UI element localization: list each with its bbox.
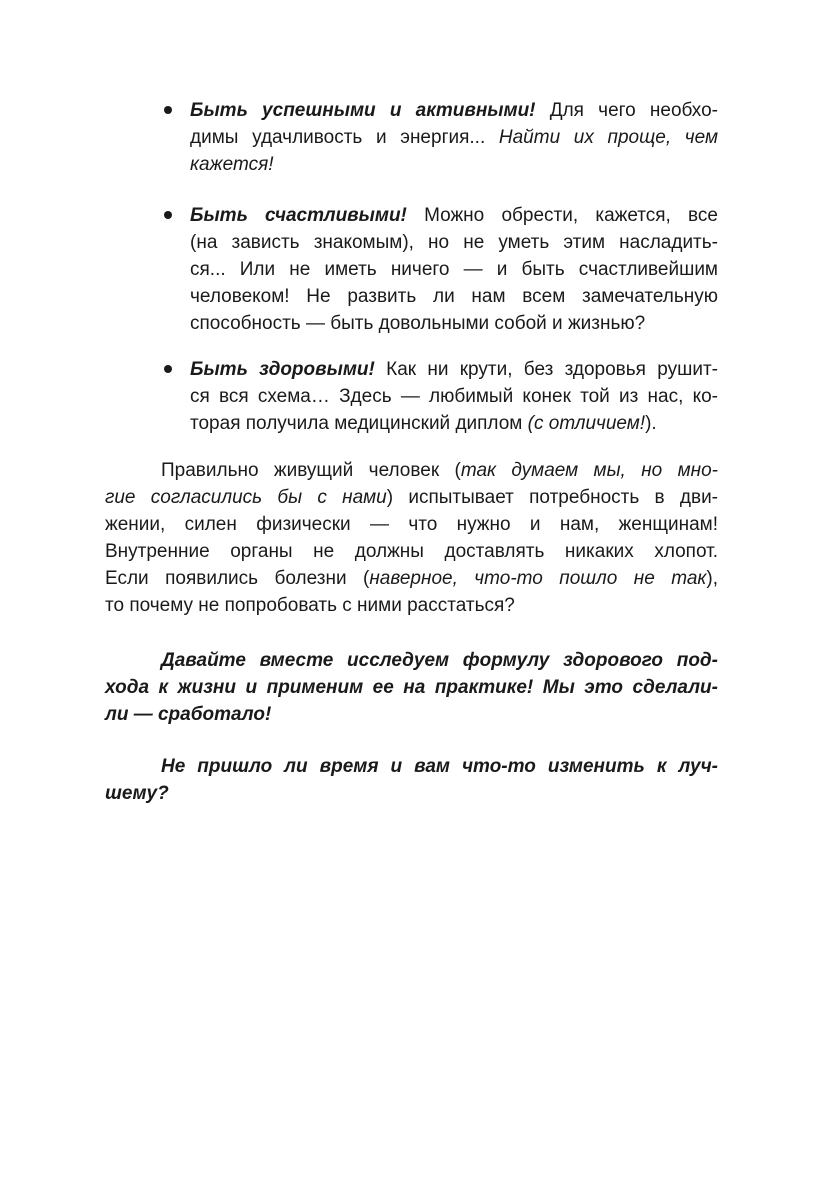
text-segment: так думаем мы, но мно- bbox=[460, 460, 718, 481]
text-line bbox=[190, 202, 718, 229]
text-segment: кажется! bbox=[190, 154, 274, 175]
bullet-icon bbox=[164, 106, 172, 114]
text-line bbox=[190, 256, 718, 283]
text-segment: ся вся схема… Здесь — любимый конек той из нас, ко- bbox=[190, 386, 718, 407]
text-line bbox=[190, 151, 718, 178]
emphasis-text: ли — сработало! bbox=[105, 704, 272, 725]
text-line bbox=[190, 310, 718, 337]
text-segment: то почему не попробовать с ними расстаться? bbox=[105, 595, 515, 616]
text-segment: жении, силен физически — что нужно и нам, женщинам! bbox=[105, 514, 718, 535]
text-segment: Внутренние органы не должны доставлять никаких хлопот. bbox=[105, 541, 718, 562]
text-segment: димы удачливость и энергия... bbox=[190, 127, 499, 148]
paragraph-time-to-change bbox=[105, 753, 718, 807]
bullet-icon bbox=[164, 365, 172, 373]
emphasis-text: Быть счастливыми! bbox=[190, 205, 407, 226]
text-line bbox=[105, 565, 718, 592]
text-line bbox=[105, 592, 718, 619]
paragraph-healthy-person bbox=[105, 457, 718, 619]
text-segment: ся... Или не иметь ничего — и быть счастливейшим bbox=[190, 259, 718, 280]
text-line bbox=[105, 511, 718, 538]
text-segment: наверное, что-то пошло не так bbox=[369, 568, 707, 589]
bullet-item-happiness bbox=[190, 202, 718, 337]
text-segment: гие согласились бы с нами bbox=[105, 487, 387, 508]
text-segment: Для чего необхо- bbox=[535, 100, 718, 121]
text-segment: Можно обрести, кажется, все bbox=[406, 205, 718, 226]
text-line bbox=[190, 356, 718, 383]
text-segment: Найти их проще, чем bbox=[498, 127, 718, 148]
text-line bbox=[190, 124, 718, 151]
emphasis-text: Быть здоровыми! bbox=[190, 359, 375, 380]
text-line bbox=[105, 484, 718, 511]
text-segment: ), bbox=[706, 568, 718, 589]
paragraph-formula-call bbox=[105, 647, 718, 728]
text-line bbox=[105, 538, 718, 565]
emphasis-text: хода к жизни и применим ее на практике! Мы это сделали- bbox=[105, 677, 718, 698]
text-line bbox=[105, 647, 718, 674]
text-line bbox=[105, 753, 718, 780]
text-line bbox=[105, 674, 718, 701]
emphasis-text: Быть успешными и активными! bbox=[190, 100, 536, 121]
text-segment: Как ни крути, без здоровья рушит- bbox=[374, 359, 718, 380]
text-segment: человеком! Не развить ли нам всем замечательную bbox=[190, 286, 718, 307]
bullet-icon bbox=[164, 211, 172, 219]
emphasis-text: Не пришло ли время и вам что-то изменить к луч- bbox=[161, 756, 718, 777]
text-line bbox=[190, 283, 718, 310]
text-line bbox=[190, 97, 718, 124]
text-line bbox=[190, 383, 718, 410]
text-segment: ) испытывает потребность в дви- bbox=[386, 487, 719, 508]
text-line bbox=[105, 457, 718, 484]
text-segment: торая получила медицинский диплом bbox=[190, 413, 528, 434]
bullet-item-success bbox=[190, 97, 718, 178]
text-segment: ). bbox=[645, 413, 657, 434]
text-line bbox=[105, 780, 718, 807]
text-segment: способность — быть довольными собой и жизнью? bbox=[190, 313, 646, 334]
text-line bbox=[190, 410, 718, 437]
text-line bbox=[190, 229, 718, 256]
text-segment: (с отличием! bbox=[527, 413, 646, 434]
emphasis-text: шему? bbox=[105, 783, 169, 804]
text-segment: Правильно живущий человек ( bbox=[161, 460, 461, 481]
text-line bbox=[105, 701, 718, 728]
text-segment: Если появились болезни ( bbox=[105, 568, 370, 589]
bullet-item-health bbox=[190, 356, 718, 437]
emphasis-text: Давайте вместе исследуем формулу здорового под- bbox=[161, 650, 718, 671]
text-segment: (на зависть знакомым), но не уметь этим насладить- bbox=[190, 232, 718, 253]
